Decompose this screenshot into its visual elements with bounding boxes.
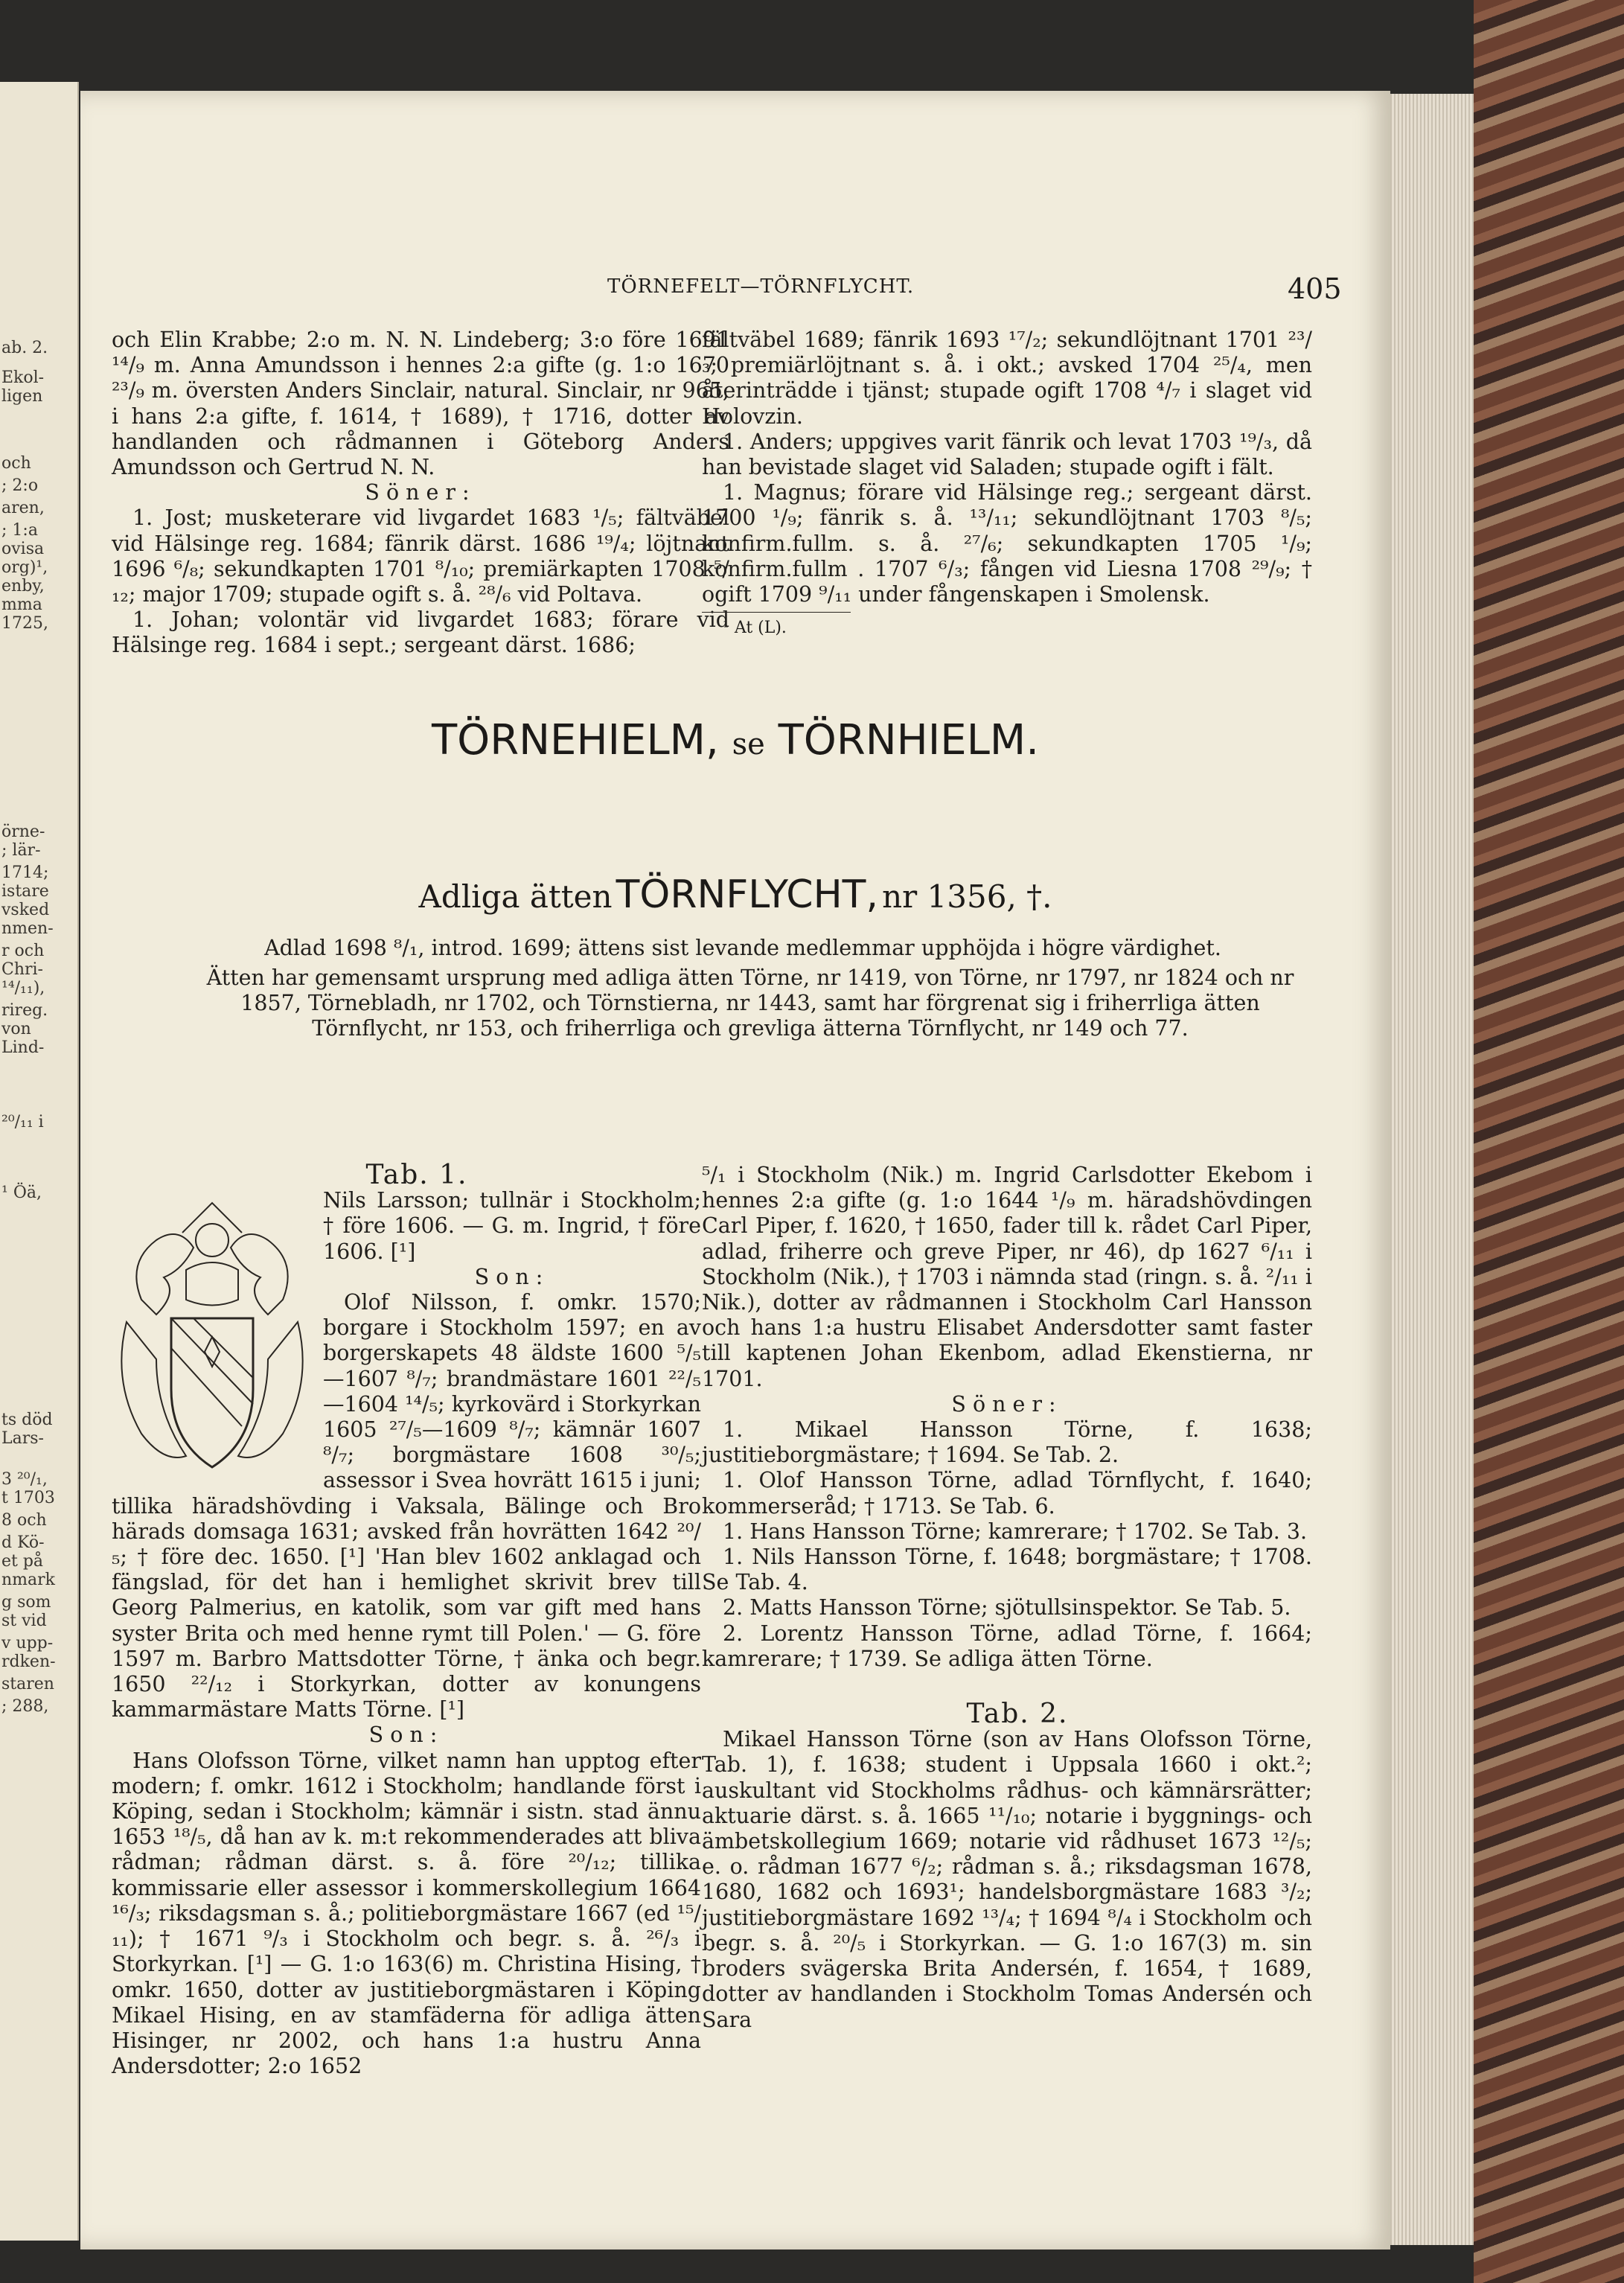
previous-page-edge [0, 82, 79, 2241]
prev-page-fragment: ; 288, [1, 1697, 49, 1716]
top-left-para-johan: 1. Johan; volontär vid livgardet 1683; förare vid Hälsinge reg. 1684 i sept.; sergeant därst. 1686; [112, 607, 729, 658]
prev-page-fragment: 1725, [1, 614, 48, 633]
prev-page-fragment: enby, [1, 577, 45, 596]
prev-page-fragment: Chri- [1, 960, 43, 979]
prev-page-fragment: 1714; [1, 863, 49, 882]
top-left-para-1: och Elin Krabbe; 2:o m. N. N. Lindeberg; 3:o före 1691 ¹⁴/₉ m. Anna Amundsson i hennes 2:a gifte (g. 1:o 1670 ²³/₉ m. översten Anders Sinclair, natural. Sinclair, nr 965, i hans 2:a gifte, f. 1614, † 1689), † 1716, dotter av handlanden och rådmannen i Göteborg Anders Amundsson och Gertrud N. N. [112, 328, 729, 480]
tab1-title: Tab. 1. [365, 1160, 468, 1190]
running-header: TÖRNEFELT—TÖRNFLYCHT. [607, 275, 915, 298]
prev-page-fragment: v upp- [1, 1634, 54, 1653]
book-page [80, 91, 1390, 2250]
right-lower-column [702, 1163, 1312, 2033]
prev-page-fragment: örne- [1, 823, 45, 841]
cross-reference-heading [80, 716, 1390, 764]
page-edges [1377, 94, 1474, 2245]
prev-page-fragment: r och [1, 942, 45, 960]
family-title [80, 872, 1390, 917]
cross-ref-from: TÖRNEHIELM, [431, 716, 719, 764]
prev-page-fragment: 3 ²⁰/₁, [1, 1470, 48, 1489]
top-right-para-1: fältväbel 1689; fänrik 1693 ¹⁷/₂; sekundlöjtnant 1701 ²³/₃; premiärlöjtnant s. å. i okt.; avsked 1704 ²⁵/₄, men återinträdde i tjänst; stupade ogift 1708 ⁴/₇ i slaget vid Holovzin. [702, 328, 1312, 429]
prev-page-fragment: istare [1, 882, 49, 901]
prev-page-fragment: Lars- [1, 1429, 44, 1448]
prev-page-fragment: ; 1:a [1, 521, 38, 540]
family-name: TÖRNFLYCHT, [616, 872, 878, 917]
prev-page-fragment: ovisa [1, 540, 45, 558]
cross-ref-se: se [732, 727, 765, 761]
prev-page-fragment: ¹⁴/₁₁), [1, 979, 45, 997]
prev-page-fragment: nmark [1, 1571, 55, 1589]
tab1-column [112, 1160, 701, 2079]
prev-page-fragment: ; 2:o [1, 476, 39, 495]
prev-page-fragment: rdken- [1, 1653, 56, 1671]
footnote: ¹ At (L). [723, 619, 787, 638]
prev-page-fragment: Lind- [1, 1038, 45, 1057]
right-child-5: 2. Matts Hansson Törne; sjötullsinspektor. Se Tab. 5. [723, 1595, 1291, 1621]
tab1-son-heading-1: Son: [474, 1264, 550, 1289]
soner-heading-1: Söner: [365, 480, 476, 505]
right-child-1: 1. Mikael Hansson Törne, f. 1638; justitieborgmästare; † 1694. Se Tab. 2. [702, 1417, 1312, 1468]
right-soner-heading: Söner: [951, 1391, 1063, 1417]
prev-page-fragment: ts död [1, 1411, 53, 1429]
tab1-para-nils: Nils Larsson; tullnär i Stockholm; † före 1606. — G. m. Ingrid, † före 1606. [¹] [323, 1188, 701, 1264]
prev-page-fragment: ligen [1, 387, 43, 406]
family-intro: Ätten har gemensamt ursprung med adliga ätten Törne, nr 1419, von Törne, nr 1797, nr 1824 och nr 1857, Törnebladh, nr 1702, och Törnstierna, nr 1443, samt har förgrenat sig i friherrliga ätten Törnflycht, nr 153, och friherrliga och grevliga ätterna Törnflycht, nr 149 och 77. [206, 965, 1294, 1041]
right-child-3: 1. Hans Hansson Törne; kamrerare; † 1702. Se Tab. 3. [723, 1519, 1308, 1544]
right-child-2: 1. Olof Hansson Törne, adlad Törnflycht, f. 1640; kommerseråd; † 1713. Se Tab. 6. [702, 1468, 1312, 1519]
prev-page-fragment: t 1703 [1, 1489, 55, 1507]
top-right-column [702, 328, 1312, 641]
prev-page-fragment: nmen- [1, 919, 54, 938]
prev-page-fragment: org)¹, [1, 558, 48, 577]
prev-page-fragment: ¹ Öä, [1, 1184, 42, 1202]
top-left-para-jost: 1. Jost; musketerare vid livgardet 1683 ¹/₅; fältväbel vid Hälsinge reg. 1684; fänrik därst. 1686 ¹⁹/₄; löjtnant 1696 ⁶/₈; sekundkapten 1701 ⁸/₁₀; premiärkapten 1708 ⁵/₁₂; major 1709; stupade ogift s. å. ²⁸/₆ vid Poltava. [112, 505, 729, 607]
prev-page-fragment: vsked [1, 901, 50, 919]
prev-page-fragment: staren [1, 1675, 54, 1693]
prev-page-fragment: g som [1, 1593, 51, 1612]
tab2-title: Tab. 2. [966, 1699, 1069, 1730]
prev-page-fragment: ²⁰/₁₁ i [1, 1113, 44, 1131]
prev-page-fragment: st vid [1, 1612, 47, 1630]
prev-page-fragment: et på [1, 1552, 44, 1571]
prev-page-fragment: d Kö- [1, 1533, 45, 1552]
top-left-column [112, 328, 729, 659]
family-prefix: Adliga ätten [418, 878, 613, 915]
prev-page-fragment: 8 och [1, 1511, 47, 1530]
top-right-para-magnus: 1. Magnus; förare vid Hälsinge reg.; sergeant därst. 1700 ¹/₉; fänrik s. å. ¹³/₁₁; sekundlöjtnant 1703 ⁸/₅; konfirm.fullm. s. å. ²⁷/₆; sekundkapten 1705 ¹/₉; konfirm.fullm . 1707 ⁶/₃; fången vid Liesna 1708 ²⁹/₉; † ogift 1709 ⁹/₁₁ under fångenskapen i Smolensk. [702, 480, 1312, 607]
family-number: nr 1356, †. [882, 878, 1052, 915]
prev-page-fragment: Ekol- [1, 368, 45, 387]
tab1-para-olof: Olof Nilsson, f. omkr. 1570; borgare i Stockholm 1597; en av borgerskapets 48 äldste 1600 ⁵/₅ —1607 ⁸/₇; brandmästare 1601 ²²/₅—1604 ¹⁴/₅; kyrkovärd i Storkyrkan 1605 ²⁷/₅—1609 ⁸/₇; kämnär 1607 ⁸/₇; borgmästare 1608 ³⁰/₅; assessor i Svea hovrätt 1615 i juni; tillika häradshövding i Vaksala, Bälinge och Bro härads domsaga 1631; avsked från hovrätten 1642 ²⁰/₅; † före dec. 1650. [¹] 'Han blev 1602 anklagad och fängslad, för det han i hemlighet skrivit brev till Georg Palmerius, en katolik, som var gift med hans syster Brita och med henne rymt till Polen.' — G. före 1597 m. Barbro Mattsdotter Törne, † änka och begr. 1650 ²²/₁₂ i Storkyrkan, dotter av konungens kammarmästare Matts Törne. [¹] [112, 1290, 701, 1722]
prev-page-fragment: mma [1, 596, 42, 614]
prev-page-fragment: aren, [1, 499, 45, 517]
prev-page-fragment: ab. 2. [1, 339, 48, 357]
footnote-rule [702, 612, 851, 613]
marbled-cover [1474, 0, 1624, 2283]
page-number: 405 [1288, 272, 1342, 305]
prev-page-fragment: rireg. [1, 1001, 48, 1020]
cross-ref-to: TÖRNHIELM. [778, 716, 1040, 764]
right-para-ingrid: ⁵/₁ i Stockholm (Nik.) m. Ingrid Carlsdotter Ekebom i hennes 2:a gifte (g. 1:o 1644 ¹/₉ m. häradshövdingen Carl Piper, f. 1620, † 1650, fader till k. rådet Carl Piper, adlad, friherre och greve Piper, nr 46), dp 1627 ⁶/₁₁ i Stockholm (Nik.), † 1703 i nämnda stad (ringn. s. å. ²/₁₁ i Nik.), dotter av rådmannen i Stockholm Carl Hansson och hans 1:a hustru Elisabet Andersdotter samt faster till kaptenen Johan Ekenbom, adlad Ekenstierna, nr 1701. [702, 1163, 1312, 1391]
right-child-4: 1. Nils Hansson Törne, f. 1648; borgmästare; † 1708. Se Tab. 4. [702, 1545, 1312, 1595]
tab1-para-hans: Hans Olofsson Törne, vilket namn han upptog efter modern; f. omkr. 1612 i Stockholm; handlande först i Köping, sedan i Stockholm; kämnär i sistn. stad ännu 1653 ¹⁸/₅, då han av k. m:t rekommenderades att bliva rådman; rådman därst. s. å. före ²⁰/₁₂; tillika kommissarie eller assessor i kommerskollegium 1664 ¹⁶/₃; riksdagsman s. å.; politieborgmästare 1667 (ed ¹⁵/₁₁); † 1671 ⁹/₃ i Stockholm och begr. s. å. ²⁶/₃ i Storkyrkan. [¹] — G. 1:o 163(6) m. Christina Hising, † omkr. 1650, dotter av justitieborgmästaren i Köping Mikael Hising, en av stamfäderna för adliga ätten Hisinger, nr 2002, och hans 1:a hustru Anna Andersdotter; 2:o 1652 [112, 1748, 701, 2079]
prev-page-fragment: von [1, 1020, 31, 1038]
prev-page-fragment: och [1, 454, 31, 473]
tab1-son-heading-2: Son: [368, 1722, 444, 1748]
ennoblement-line: Adlad 1698 ⁸/₁, introd. 1699; ättens sist levande medlemmar upphöjda i högre värdighet. [264, 936, 1221, 960]
top-right-para-anders: 1. Anders; uppgives varit fänrik och levat 1703 ¹⁹/₃, då han bevistade slaget vid Saladen; stupade ogift i fält. [702, 429, 1312, 480]
coat-of-arms-icon [112, 1188, 313, 1478]
right-child-6: 2. Lorentz Hansson Törne, adlad Törne, f. 1664; kamrerare; † 1739. Se adliga ätten Törne. [702, 1621, 1312, 1671]
tab2-para-mikael: Mikael Hansson Törne (son av Hans Olofsson Törne, Tab. 1), f. 1638; student i Uppsala 1660 i okt.²; auskultant vid Stockholms rådhus- och kämnärsrätter; aktuarie därst. s. å. 1665 ¹¹/₁₀; notarie i byggnings- och ämbetskollegium 1669; notarie vid rådhuset 1673 ¹²/₅; e. o. rådman 1677 ⁶/₂; rådman s. å.; riksdagsman 1678, 1680, 1682 och 1693¹; handelsborgmästare 1683 ³/₂; justitieborgmästare 1692 ¹³/₄; † 1694 ⁸/₄ i Stockholm och begr. s. å. ²⁰/₅ i Storkyrkan. — G. 1:o 167(3) m. sin broders svägerska Brita Andersén, f. 1654, † 1689, dotter av handlanden i Stockholm Tomas Andersén och Sara [702, 1727, 1312, 2032]
prev-page-fragment: ; lär- [1, 841, 41, 860]
